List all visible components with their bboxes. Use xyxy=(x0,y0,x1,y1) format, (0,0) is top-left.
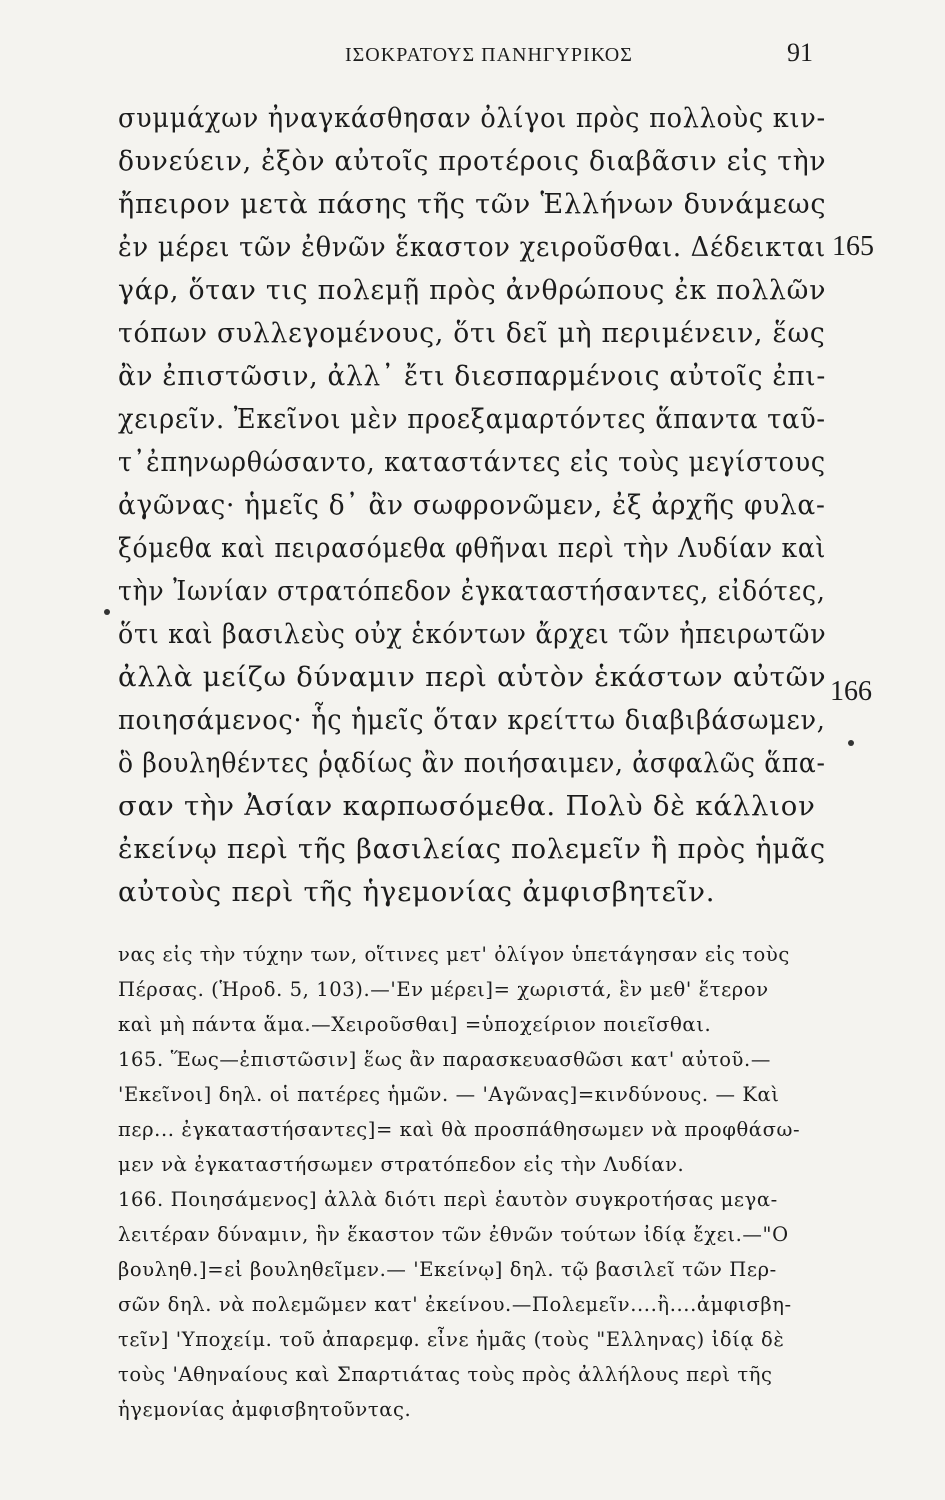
footnote-line: καὶ μὴ πάντα ἅμα.—Χειροῦσθαι] =ὑποχείριον ποιεῖσθαι. xyxy=(118,1013,712,1036)
footnote-line: 165. Ἕως—ἐπιστῶσιν] ἕως ἂν παρασκευασθῶσι κατ' αὐτοῦ.— xyxy=(118,1048,771,1071)
footnote-line: 166. Ποιησάμενος] ἀλλὰ διότι περὶ ἑαυτὸν συγκροτήσας μεγα- xyxy=(118,1188,778,1211)
footnote-line: βουληθ.]=εἰ βουληθεῖμεν.— 'Εκείνῳ] δηλ. τῷ βασιλεῖ τῶν Περ- xyxy=(118,1258,777,1281)
ink-speck xyxy=(848,740,854,746)
main-text-line: τόπων συλλεγομένους, ὅτι δεῖ μὴ περιμένειν, ἕως xyxy=(118,317,826,349)
main-text-line: ἤπειρον μετὰ πάσης τῆς τῶν Ἑλλήνων δυνάμεως xyxy=(118,188,827,220)
footnote-line: Πέρσας. (Ἡροδ. 5, 103).—'Εν μέρει]= χωριστά, ἓν μεθ' ἕτερον xyxy=(118,978,769,1001)
main-text-line: ἂν ἐπιστῶσιν, ἀλλ᾿ ἔτι διεσπαρμένοις αὐτοῖς ἐπι- xyxy=(118,360,827,392)
main-text-line: σαν τὴν Ἀσίαν καρπωσόμεθα. Πολὺ δὲ κάλλιον xyxy=(118,790,816,822)
main-text-line: ποιησάμενος· ἧς ἡμεῖς ὅταν κρείττω διαβιβάσωμεν, xyxy=(118,704,826,736)
footnote-line: μεν νὰ ἐγκαταστήσωμεν στρατόπεδον εἰς τὴν Λυδίαν. xyxy=(118,1153,685,1176)
main-text-line: ἀγῶνας· ἡμεῖς δ᾿ ἂν σωφρονῶμεν, ἐξ ἀρχῆς φυλα- xyxy=(118,489,826,521)
footnote-line: σῶν δηλ. νὰ πολεμῶμεν κατ' ἐκείνου.—Πολεμεῖν....ἢ....ἀμφισβη- xyxy=(118,1293,792,1316)
ink-speck xyxy=(104,609,110,615)
main-text-line: χειρεῖν. Ἐκεῖνοι μὲν προεξαμαρτόντες ἅπαντα ταῦ- xyxy=(118,403,826,435)
footnote-line: τεῖν] 'Υποχείμ. τοῦ ἀπαρεμφ. εἶνε ἡμᾶς (τοὺς "Ελληνας) ἰδίᾳ δὲ xyxy=(118,1328,785,1351)
section-number-165: 165 xyxy=(832,231,874,262)
main-text-line: τὴν Ἰωνίαν στρατόπεδον ἐγκαταστήσαντες, εἰδότες, xyxy=(118,575,826,607)
main-text-line: συμμάχων ἠναγκάσθησαν ὀλίγοι πρὸς πολλοὺς κιν- xyxy=(118,102,826,134)
main-text-line: ἐν μέρει τῶν ἐθνῶν ἕκαστον χειροῦσθαι. Δέδεικται xyxy=(118,231,826,263)
main-text-line: ξόμεθα καὶ πειρασόμεθα φθῆναι περὶ τὴν Λυδίαν καὶ xyxy=(118,532,827,564)
main-text-line: αὐτοὺς περὶ τῆς ἡγεμονίας ἀμφισβητεῖν. xyxy=(118,876,716,908)
main-text-line: τ᾿ἐπηνωρθώσαντο, καταστάντες εἰς τοὺς μεγίστους xyxy=(118,446,826,478)
main-text-line: ὃ βουληθέντες ῥᾳδίως ἂν ποιήσαιμεν, ἀσφαλῶς ἅπα- xyxy=(118,747,826,779)
main-text-line: δυνεύειν, ἐξὸν αὐτοῖς προτέροις διαβᾶσιν εἰς τὴν xyxy=(118,145,827,177)
footnote-line: τοὺς 'Αθηναίους καὶ Σπαρτιάτας τοὺς πρὸς ἀλλήλους περὶ τῆς xyxy=(118,1363,773,1386)
running-header: ΙΣΟΚΡΑΤΟΥΣ ΠΑΝΗΓΥΡΙΚΟΣ xyxy=(345,44,633,66)
footnote-line: νας εἰς τὴν τύχην των, οἵτινες μετ' ὀλίγον ὑπετάγησαν εἰς τοὺς xyxy=(118,943,790,966)
main-text-line: γάρ, ὅταν τις πολεμῇ πρὸς ἀνθρώπους ἐκ πολλῶν xyxy=(118,274,827,306)
main-text-line: ἐκείνῳ περὶ τῆς βασιλείας πολεμεῖν ἢ πρὸς ἡμᾶς xyxy=(118,833,826,865)
footnote-line: 'Εκεῖνοι] δηλ. οἱ πατέρες ἡμῶν. — 'Αγῶνας]=κινδύνους. — Καὶ xyxy=(118,1083,780,1106)
section-number-166: 166 xyxy=(830,676,872,707)
main-text-line: ἀλλὰ μείζω δύναμιν περὶ αὑτὸν ἑκάστων αὐτῶν xyxy=(118,661,827,693)
main-text-line: ὅτι καὶ βασιλεὺς οὐχ ἑκόντων ἄρχει τῶν ἠπειρωτῶν xyxy=(118,618,827,650)
footnote-line: περ... ἐγκαταστήσαντες]= καὶ θὰ προσπάθησωμεν νὰ προφθάσω- xyxy=(118,1118,801,1141)
page-number: 91 xyxy=(787,38,813,67)
footnote-line: ἡγεμονίας ἀμφισβητοῦντας. xyxy=(118,1398,412,1421)
footnote-line: λειτέραν δύναμιν, ἣν ἕκαστον τῶν ἐθνῶν τούτων ἰδίᾳ ἔχει.—"Ο xyxy=(118,1223,789,1246)
